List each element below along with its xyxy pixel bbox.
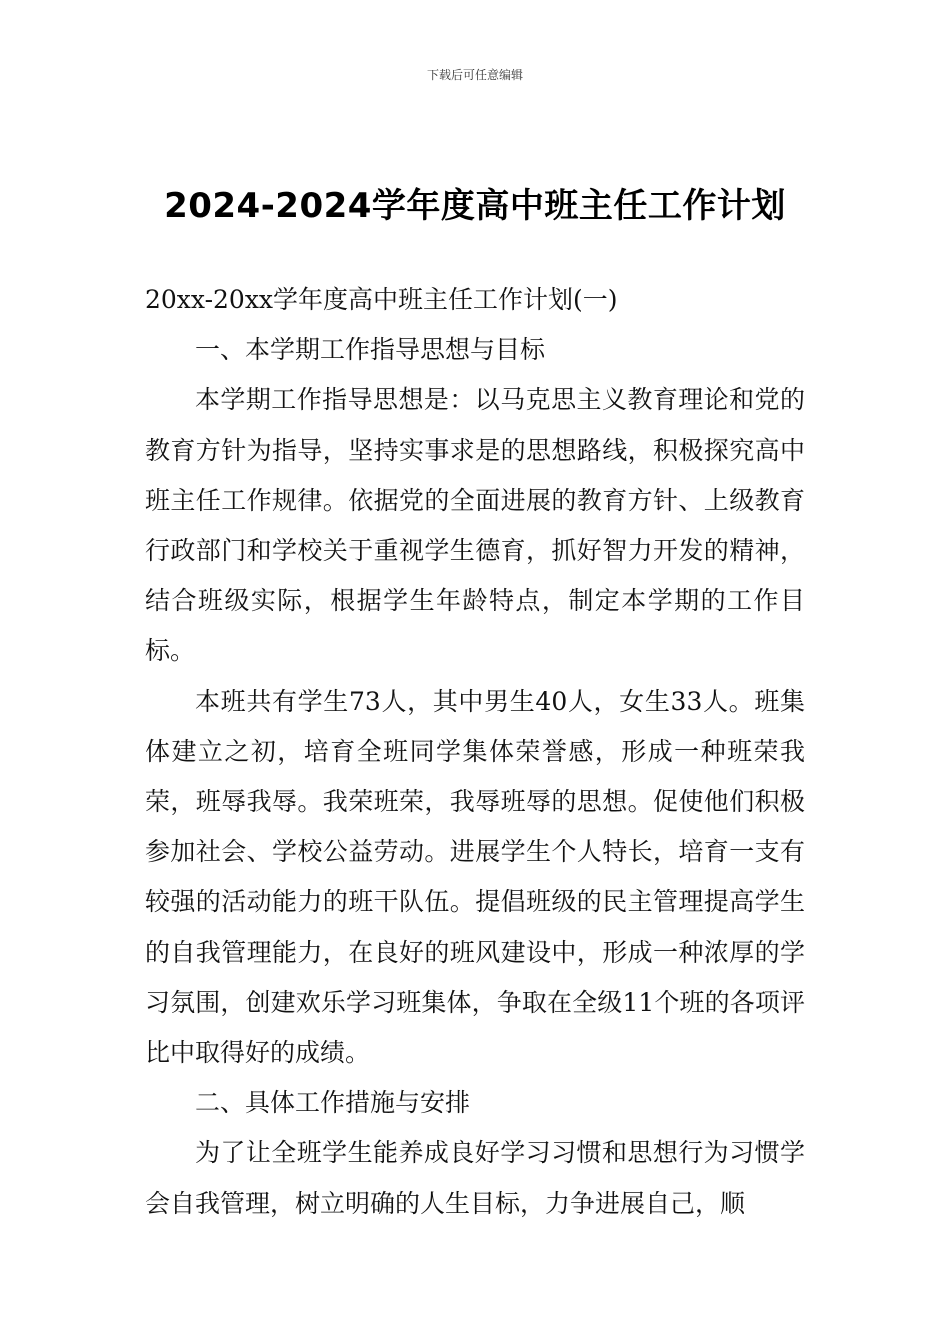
section-heading: 二、具体工作措施与安排 bbox=[195, 1088, 471, 1118]
document-title: 2024-2024学年度高中班主任工作计划 bbox=[164, 186, 786, 226]
paragraph: 为了让全班学生能养成良好学习习惯和思想行为习惯学会自我管理，树立明确的人生目标，力争进展自己，顺 bbox=[145, 1138, 805, 1218]
plan-subtitle: 20xx-20xx学年度高中班主任工作计划(一) bbox=[145, 285, 618, 314]
paragraph: 本学期工作指导思想是：以马克思主义教育理论和党的教育方针为指导，坚持实事求是的思想路线，积极探究高中班主任工作规律。依据党的全面进展的教育方针、上级教育行政部门和学校关于重视学生德育，抓好智力开发的精神，结合班级实际，根据学生年龄特点，制定本学期的工作目标。 bbox=[145, 385, 805, 666]
section-heading: 一、本学期工作指导思想与目标 bbox=[195, 335, 546, 365]
document-body bbox=[145, 275, 805, 1229]
header-note: 下载后可任意编辑 bbox=[426, 68, 523, 82]
paragraph: 本班共有学生73人，其中男生40人，女生33人。班集体建立之初，培育全班同学集体荣誉感，形成一种班荣我荣，班辱我辱。我荣班荣，我辱班辱的思想。促使他们积极参加社会、学校公益劳动。进展学生个人特长，培育一支有较强的活动能力的班干队伍。提倡班级的民主管理提高学生的自我管理能力，在良好的班风建设中，形成一种浓厚的学习氛围，创建欢乐学习班集体，争取在全级11个班的各项评比中取得好的成绩。 bbox=[145, 686, 805, 1068]
